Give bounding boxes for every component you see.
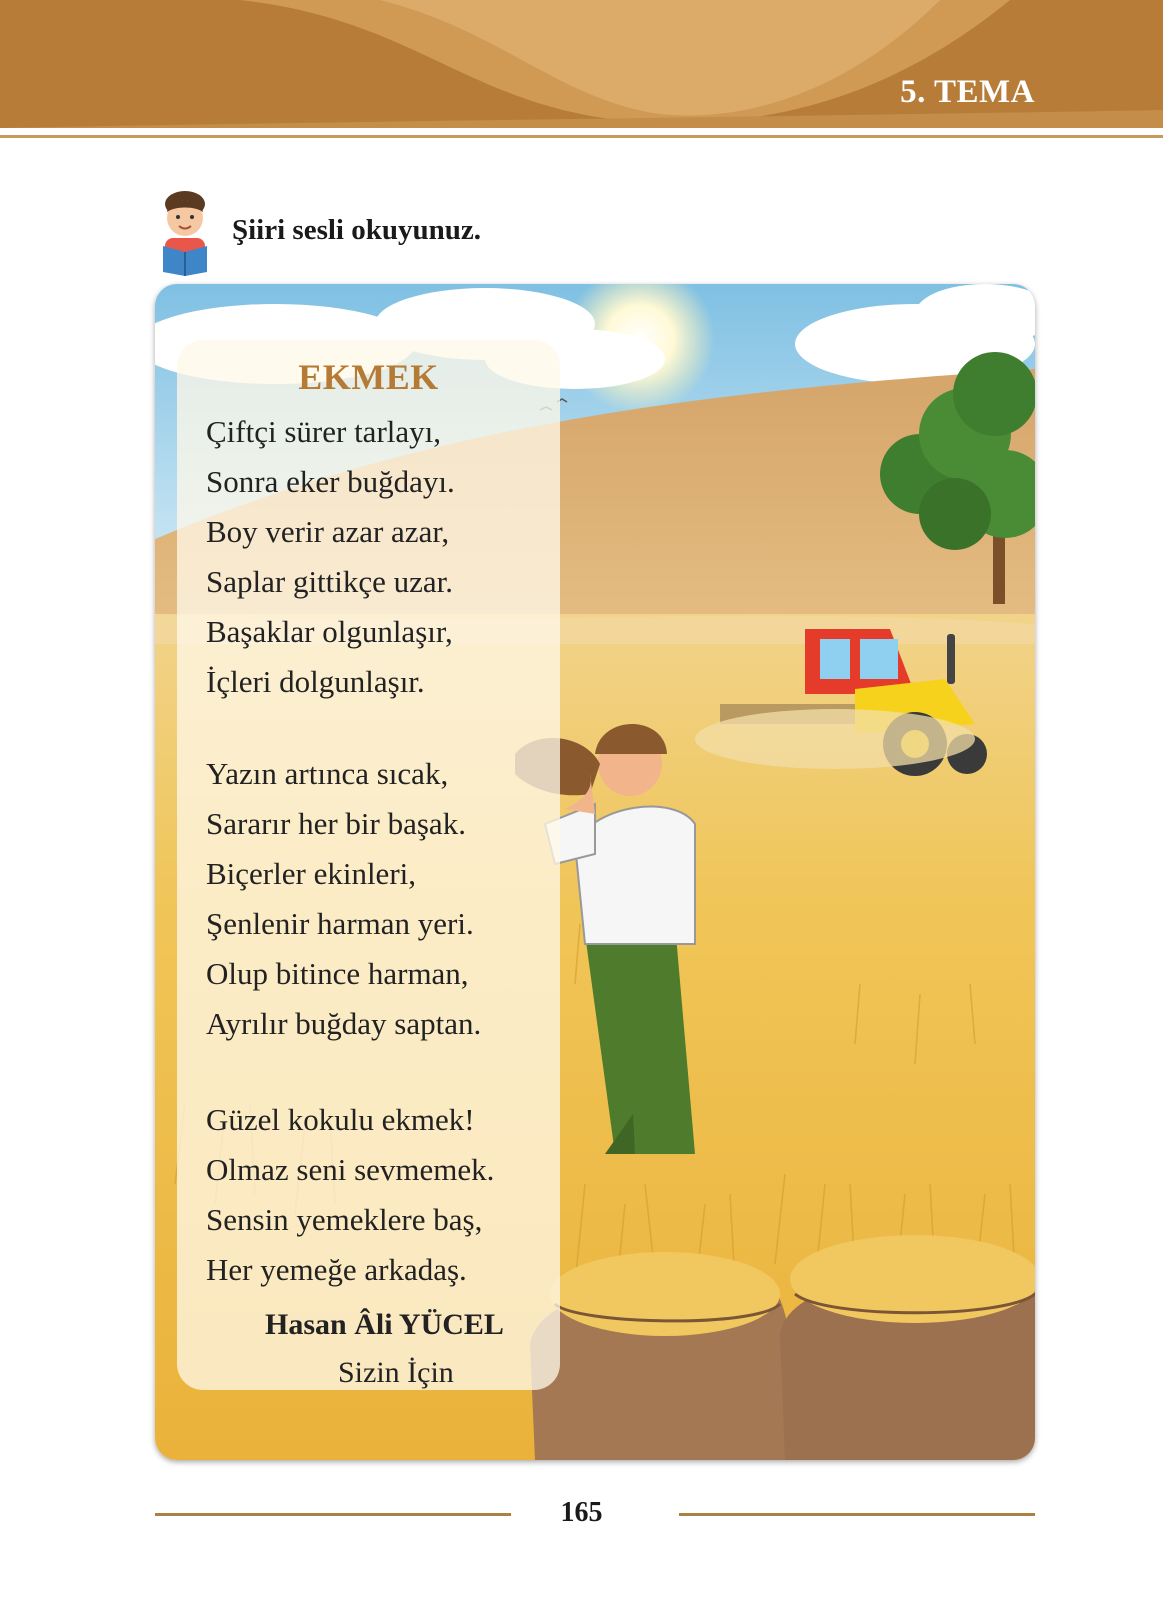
poem-line: Olmaz seni sevmemek. — [206, 1152, 495, 1187]
poem-line: Saplar gittikçe uzar. — [206, 564, 454, 599]
page-number: 165 — [560, 1497, 603, 1528]
poem-line: Güzel kokulu ekmek! — [206, 1102, 475, 1137]
stanza-2 — [206, 749, 481, 1049]
theme-label: 5. TEMA — [900, 74, 1035, 110]
poem-panel — [177, 340, 560, 1390]
poem-line: Sonra eker buğdayı. — [206, 464, 455, 499]
child-reading-book-icon — [155, 186, 215, 276]
poem-line: Her yemeğe arkadaş. — [206, 1252, 467, 1287]
poem-line: Sensin yemeklere baş, — [206, 1202, 483, 1237]
poem-line: Boy verir azar azar, — [206, 514, 450, 549]
instruction-text: Şiiri sesli okuyunuz. — [232, 214, 481, 246]
poem-line: Yazın artınca sıcak, — [206, 756, 449, 791]
poem-author: Hasan Âli YÜCEL — [265, 1308, 504, 1341]
poem-line: Şenlenir harman yeri. — [206, 906, 474, 941]
header-band — [0, 0, 1163, 150]
poem-line: Olup bitince harman, — [206, 956, 469, 991]
stanza-1 — [206, 407, 455, 707]
stanza-3 — [206, 1095, 494, 1295]
poem-card — [155, 284, 1035, 1460]
poem-line: İçleri dolgunlaşır. — [206, 664, 425, 699]
poem-line: Sararır her bir başak. — [206, 806, 466, 841]
poem-source: Sizin İçin — [338, 1356, 454, 1389]
poem-title: EKMEK — [298, 357, 439, 397]
poem-line: Ayrılır buğday saptan. — [206, 1006, 482, 1041]
poem-line: Biçerler ekinleri, — [206, 856, 417, 891]
poem-line: Başaklar olgunlaşır, — [206, 614, 453, 649]
poem-line: Çiftçi sürer tarlayı, — [206, 414, 441, 449]
